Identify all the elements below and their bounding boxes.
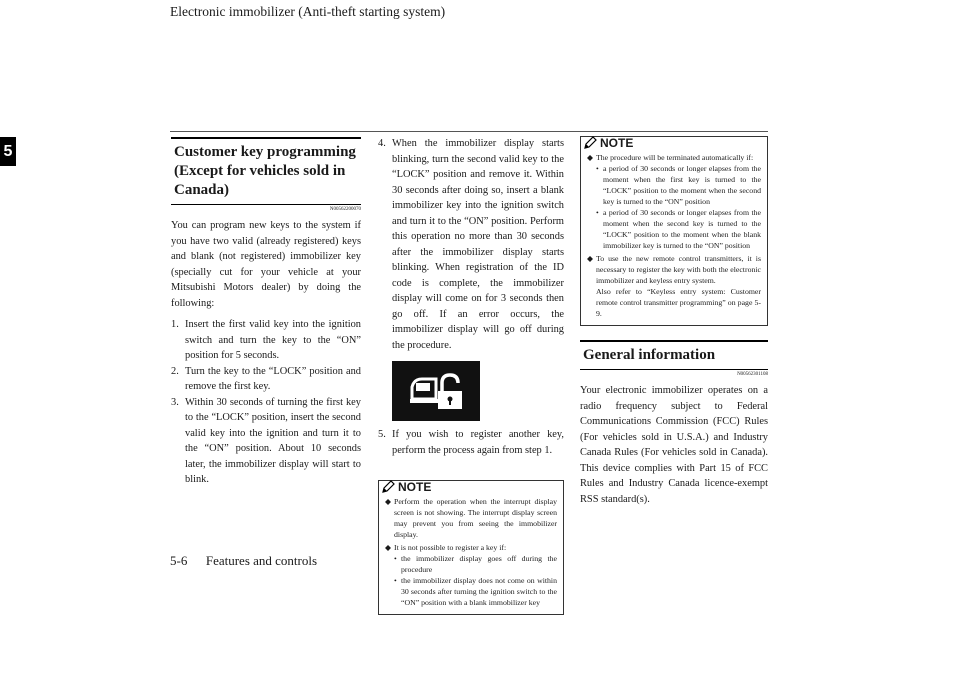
step-item: 5. If you wish to register another key, perform the process again from step 1. — [378, 429, 564, 456]
note-item: ◆ To use the new remote control transmitters, it is necessary to register the key with both the electronic immobilizer and keyless entry system. Also refer to “Keyless entry system: Customer remote control transmitter programming” on page 5-9. — [587, 254, 761, 318]
diamond-bullet-icon: ◆ — [385, 497, 391, 506]
note-label: NOTE — [381, 480, 557, 494]
note-sub-item: • the immobilizer display goes off during the procedure — [394, 554, 557, 574]
note-extra: Also refer to “Keyless entry system: Customer remote control transmitter programming” on page 5-9. — [596, 287, 761, 318]
note-sub-item: • the immobilizer display does not come on within 30 seconds after turning the ignition switch to the “ON” position with a blank immobilizer key — [394, 576, 557, 607]
note-sub-item: • a period of 30 seconds or longer elapses from the moment when the second key is turned to the “LOCK” position to the moment when the blank immobilizer key is turned to the “ON” position — [596, 208, 761, 250]
intro-paragraph: You can program new keys to the system if you have two valid (already registered) keys and blank (not registered) immobilizer key (specially cut for your vehicle at your Mitsubishi Motors dealer) by doing the following: — [171, 220, 361, 309]
page-header-title: Electronic immobilizer (Anti-theft starting system) — [170, 4, 446, 19]
doc-code: N00562200070 — [329, 207, 361, 212]
note-item: ◆ The procedure will be terminated automatically if: • a period of 30 seconds or longer elapses from the moment when the first key is turned to the “LOCK” position to the moment when the second key is turned to the “ON” position • a period of 30 seconds or longer elapses from the moment when the second key is turned to the “LOCK” position to the moment when the blank immobilizer key is turned to the “ON” position — [587, 153, 761, 250]
note-sub-item: • a period of 30 seconds or longer elapses from the moment when the first key is turned to the “LOCK” position to the moment when the second key is turned to the “ON” position — [596, 164, 761, 206]
step-item: 3. Within 30 seconds of turning the first key to the “LOCK” position, insert the second valid key into the ignition and turn it to the “ON” position. About 10 seconds later, the immobilizer display will start to blink. — [171, 396, 361, 485]
steps-list-a — [171, 317, 361, 488]
column-1 — [171, 137, 361, 488]
step-item: 1. Insert the first valid key into the ignition switch and turn the key to the “ON” position for 5 seconds. — [171, 319, 361, 361]
page-number: 5-6 — [170, 553, 188, 568]
general-paragraph: Your electronic immobilizer operates on a radio frequency subject to Federal Communications Commission (FCC) Rules (For vehicles sold in U.S.A.) and Industry Canada Rules (For vehicles sold in Canada). This device complies with Part 15 of FCC Rules and Industry Canada licence-exempt RSS standard(s). — [580, 385, 768, 505]
note-box-2 — [580, 136, 768, 326]
note-pencil-icon — [381, 480, 395, 494]
header-rule — [170, 131, 768, 132]
step-item: 2. Turn the key to the “LOCK” position and remove the first key. — [171, 365, 361, 392]
step-item: 4. When the immobilizer display starts blinking, turn the second valid key to the “LOCK” position and remove it. Within 30 seconds after doing so, insert a blank immobilizer key into the ignition switch and turn it to the “ON” position. Perform this operation no more than 30 seconds after the immobilizer display starts blinking. When registration of the ID code is complete, the immobilizer display will come on for 3 seconds then go off. If an error occurs, the immobilizer display will go off during the procedure. — [378, 138, 564, 351]
page-footer — [170, 553, 317, 569]
chapter-tab: 5 — [0, 137, 16, 166]
doc-code: N00562301108 — [737, 372, 768, 377]
diamond-bullet-icon: ◆ — [587, 254, 593, 263]
note-pencil-icon — [583, 136, 597, 150]
column-2 — [378, 136, 564, 615]
footer-section: Features and controls — [205, 553, 318, 568]
note-item: ◆ It is not possible to register a key if: • the immobilizer display goes off during the procedure • the immobilizer display does not come on within 30 seconds after turning the ignition switch to the “ON” position with a blank immobilizer key — [385, 543, 557, 607]
section-title-customer-key: Customer key programming (Except for vehicles sold in Canada) — [171, 137, 361, 205]
diamond-bullet-icon: ◆ — [587, 153, 593, 162]
note-item: ◆ Perform the operation when the interrupt display screen is not showing. The interrupt display screen may prevent you from seeing the immobilizer display. — [385, 497, 557, 539]
section-title-general: General information — [580, 340, 768, 370]
note-box-1 — [378, 480, 564, 615]
immobilizer-display-image — [392, 361, 480, 421]
immobilizer-key-icon — [406, 369, 466, 413]
steps-list-c — [378, 427, 564, 458]
column-3 — [580, 136, 768, 513]
steps-list-b — [378, 136, 564, 353]
diamond-bullet-icon: ◆ — [385, 543, 391, 552]
note-label: NOTE — [583, 136, 761, 150]
